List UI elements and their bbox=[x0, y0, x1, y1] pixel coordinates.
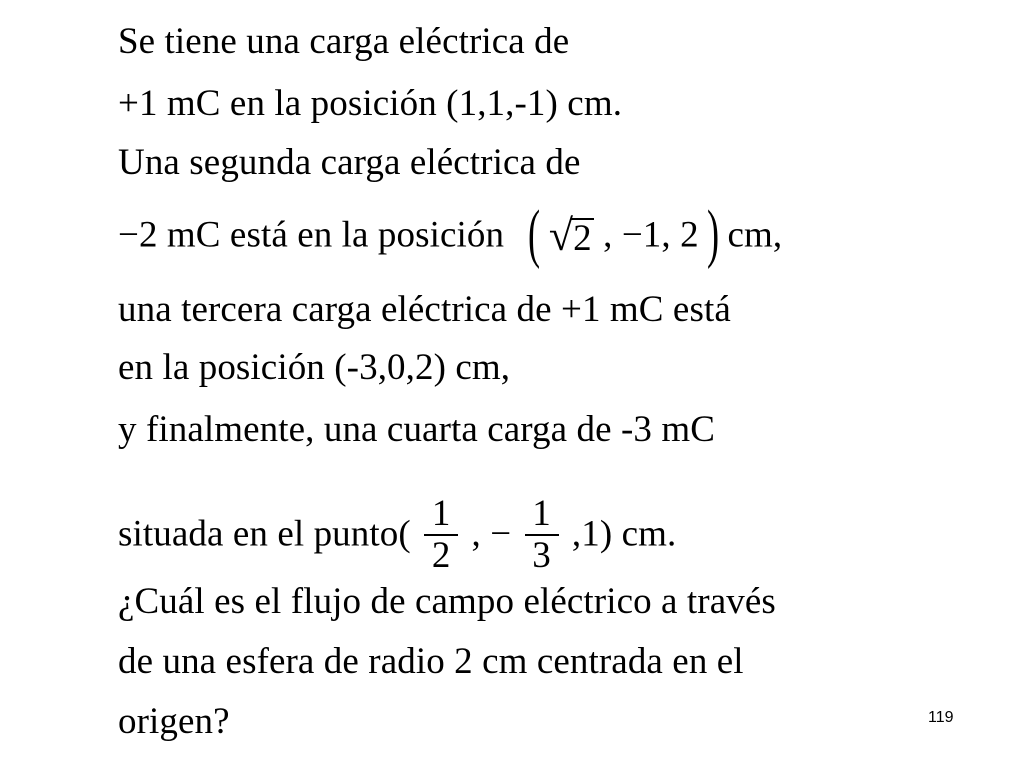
text-line-4 bbox=[118, 197, 783, 270]
sqrt-symbol: √ bbox=[548, 211, 574, 260]
text-line-8 bbox=[118, 493, 677, 578]
fraction-one-half bbox=[424, 494, 458, 576]
position-vector bbox=[528, 197, 720, 270]
sqrt-radicand: 2 bbox=[573, 218, 592, 259]
sqrt-expression bbox=[548, 211, 594, 260]
open-paren: ( bbox=[528, 197, 541, 270]
text-line-2: +1 mC en la posición (1,1,-1) cm. bbox=[118, 83, 623, 124]
text-line-7: y finalmente, una cuarta carga de -3 mC bbox=[118, 409, 716, 450]
fraction-denominator: 3 bbox=[532, 535, 551, 576]
fraction-numerator: 1 bbox=[532, 493, 551, 534]
text-line-3: Una segunda carga eléctrica de bbox=[118, 142, 581, 183]
text-line-11: origen? bbox=[118, 701, 230, 742]
fraction-separator: , − bbox=[471, 513, 512, 555]
text-line-6: en la posición (-3,0,2) cm, bbox=[118, 347, 511, 388]
text-line-5: una tercera carga eléctrica de +1 mC está bbox=[118, 289, 731, 330]
page-number: 119 bbox=[928, 709, 954, 726]
fraction-numerator: 1 bbox=[431, 493, 451, 534]
line8-text: situada en el punto( bbox=[118, 513, 411, 555]
fraction-denominator: 2 bbox=[431, 535, 451, 576]
line4-text: −2 mC está en la posición bbox=[118, 214, 505, 256]
fraction-one-third bbox=[525, 494, 559, 576]
text-line-9: ¿Cuál es el flujo de campo eléctrico a través bbox=[118, 581, 776, 622]
text-line-10: de una esfera de radio 2 cm centrada en el bbox=[118, 641, 744, 682]
line4-suffix: cm, bbox=[727, 214, 783, 256]
text-line-1: Se tiene una carga eléctrica de bbox=[118, 21, 570, 62]
coordinates-rest: , −1, 2 bbox=[603, 214, 699, 256]
line8-suffix: ,1) cm. bbox=[571, 513, 677, 555]
close-paren: ) bbox=[707, 197, 720, 270]
